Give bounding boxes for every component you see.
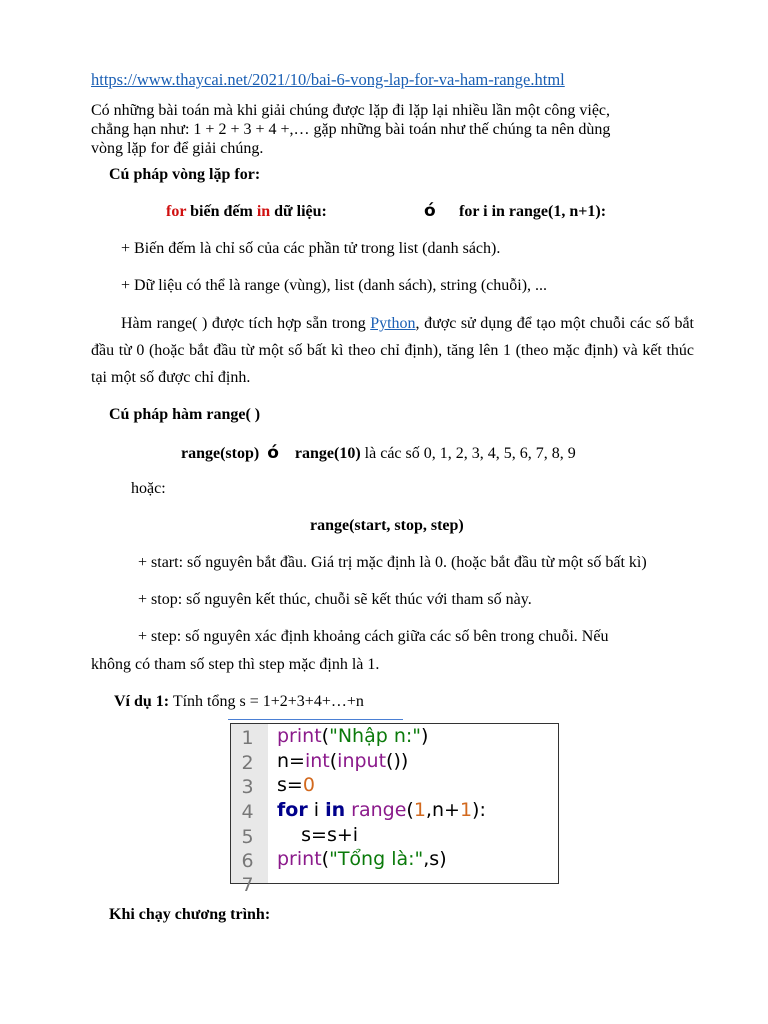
data-label: dữ liệu:	[270, 203, 327, 220]
code-token: for	[277, 799, 308, 821]
divider	[228, 719, 403, 720]
line-number: 3	[241, 776, 254, 798]
code-token: in	[325, 799, 346, 821]
line-number: 7	[241, 874, 254, 896]
for-syntax-heading	[109, 166, 260, 184]
equivalence-arrow: ó	[424, 201, 436, 221]
line-number: 6	[241, 850, 254, 872]
line-number: 1	[241, 727, 254, 749]
range-full-form-text: range(start, stop, step)	[310, 517, 464, 534]
code-block	[230, 723, 559, 896]
range-full-form	[310, 517, 464, 535]
code-token: s=	[277, 774, 303, 796]
range-desc-text: , được sử dụng để tạo một chuỗi các số bắt đầu từ 0 (hoặc bắt đầu từ một số bất kì theo chỉ định), tăng lên 1 (theo mặc định) và kết thúc tại một số được chỉ định.	[91, 315, 694, 386]
for-syntax-heading-text: Cú pháp vòng lặp for:	[109, 166, 261, 183]
param-step-line: + step: số nguyên xác định khoảng cách giữa các số bên trong chuỗi. Nếu	[138, 628, 609, 645]
param-step-line: không có tham số step thì step mặc định là 1.	[91, 656, 380, 673]
code-line	[277, 725, 428, 747]
range-stop-line	[181, 443, 576, 463]
source-link[interactable]: https://www.thaycai.net/2021/10/bai-6-vong-lap-for-va-ham-range.html	[91, 70, 565, 89]
line-number: 5	[241, 826, 254, 848]
range-stop-form: range(stop)	[181, 445, 260, 462]
code-token: (	[321, 725, 330, 747]
code-token: (	[406, 799, 414, 821]
bullet-data: + Dữ liệu có thể là range (vùng), list (danh sách), string (chuỗi), ...	[121, 277, 548, 294]
for-example	[459, 203, 606, 221]
line-number: 2	[241, 752, 254, 774]
code-line	[277, 750, 408, 772]
keyword-in: in	[256, 203, 271, 220]
code-token: input	[337, 750, 387, 772]
code-line: s=s+i	[277, 824, 359, 846]
code-line	[277, 799, 486, 821]
code-token: (	[321, 848, 330, 870]
run-heading-text: Khi chạy chương trình:	[109, 906, 271, 923]
example-1	[114, 693, 364, 711]
code-token: (	[329, 750, 338, 772]
range-syntax-heading-text: Cú pháp hàm range( )	[109, 406, 261, 423]
code-token: ,n+	[425, 799, 460, 821]
example-1-text: Tính tổng s = 1+2+3+4+…+n	[169, 693, 364, 710]
code-token: 1	[459, 799, 473, 821]
param-start: + start: số nguyên bắt đầu. Giá trị mặc định là 0. (hoặc bắt đầu từ một số bất kì)	[138, 554, 647, 571]
range-description	[91, 310, 694, 391]
range-syntax-heading	[109, 406, 260, 424]
counter-label: biến đếm	[186, 203, 257, 220]
intro-paragraph	[91, 101, 610, 158]
code-line	[277, 848, 447, 870]
run-heading	[109, 906, 270, 924]
code-token: ):	[472, 799, 486, 821]
param-stop: + stop: số nguyên kết thúc, chuỗi sẽ kết thúc với tham số này.	[138, 591, 532, 608]
or-label: hoặc:	[131, 480, 166, 497]
code-token: ,s)	[423, 848, 447, 870]
code-token: "Nhập n:"	[329, 725, 421, 747]
code-token: 0	[302, 774, 315, 796]
intro-line: vòng lặp for để giải chúng.	[91, 140, 264, 157]
example-1-label: Ví dụ 1:	[114, 693, 170, 710]
code-line	[277, 774, 315, 796]
code-token: "Tổng là:"	[329, 848, 424, 870]
keyword-for: for	[166, 203, 187, 220]
code-token: print	[277, 848, 322, 870]
intro-line: chẳng hạn như: 1 + 2 + 3 + 4 +,… gặp những bài toán như thế chúng ta nên dùng	[91, 121, 611, 138]
range-example-result: là các số 0, 1, 2, 3, 4, 5, 6, 7, 8, 9	[360, 445, 576, 462]
range-desc-text: Hàm range( ) được tích hợp sẵn trong	[121, 315, 371, 332]
code-token: 1	[413, 799, 426, 821]
range-example: range(10)	[294, 445, 361, 462]
line-number: 4	[241, 801, 254, 823]
for-syntax-line	[166, 203, 327, 221]
code-token: print	[277, 725, 322, 747]
code-token: ())	[386, 750, 409, 772]
python-link[interactable]: Python	[370, 315, 416, 332]
code-token: i	[307, 799, 326, 821]
for-example-text: for i in range(1, n+1):	[459, 203, 607, 220]
code-token: range	[351, 799, 407, 821]
code-token: )	[421, 725, 429, 747]
intro-line: Có những bài toán mà khi giải chúng được lặp đi lặp lại nhiều lần một công việc,	[91, 102, 611, 119]
code-token: n=	[277, 750, 305, 772]
equivalence-arrow: ó	[267, 443, 279, 463]
code-token: int	[304, 750, 330, 772]
bullet-counter: + Biến đếm là chỉ số của các phần tử trong list (danh sách).	[121, 240, 501, 257]
